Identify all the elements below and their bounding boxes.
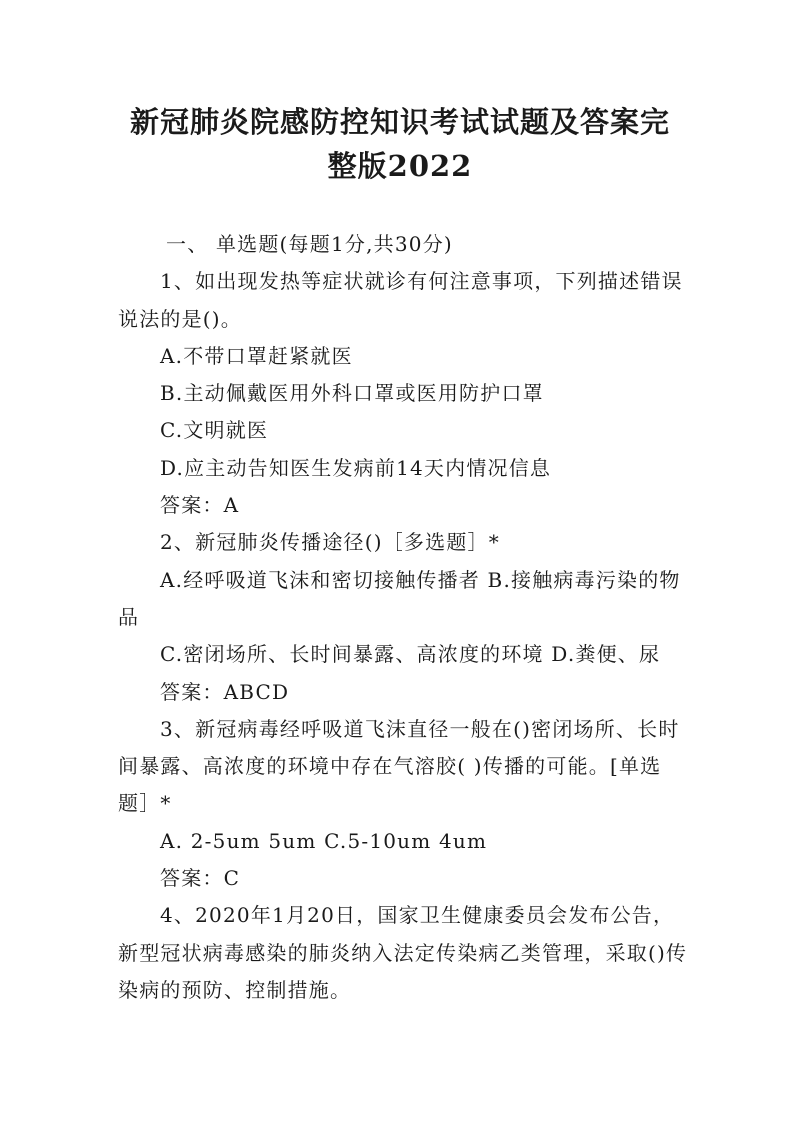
options-ab: A.经呼吸道飞沫和密切接触传播者 B.接触病毒污染的物品	[118, 567, 681, 629]
question-3: 3、新冠病毒经呼吸道飞沫直径一般在()密闭场所、长时间暴露、高浓度的环境中存在气溶胶( )传播的可能。[单选题］*	[118, 716, 680, 816]
options-3: A. 2-5um 5um C.5-10um 4um	[160, 828, 488, 853]
question-2: 2、新冠肺炎传播途径()［多选题］*	[160, 530, 500, 555]
answer-2: 答案：ABCD	[160, 679, 290, 704]
document-body	[118, 226, 688, 1009]
document-title-line-2: 整版2022	[327, 149, 473, 183]
answer-3: 答案：C	[160, 866, 241, 891]
section-heading: 一、 单选题(每题1分,共30分)	[166, 232, 453, 256]
options-cd: C.密闭场所、长时间暴露、高浓度的环境 D.粪便、尿	[160, 642, 661, 667]
option-b: B.主动佩戴医用外科口罩或医用防护口罩	[160, 381, 544, 406]
answer-1: 答案：A	[160, 493, 240, 518]
option-d: D.应主动告知医生发病前14天内情况信息	[160, 455, 552, 480]
option-a: A.不带口罩赶紧就医	[160, 343, 353, 368]
question-1: 1、如出现发热等症状就诊有何注意事项，下列描述错误说法的是()。	[118, 269, 683, 331]
document-title-line-1: 新冠肺炎院感防控知识考试试题及答案完	[129, 105, 670, 139]
option-c: C.文明就医	[160, 418, 269, 443]
question-4: 4、2020年1月20日，国家卫生健康委员会发布公告，新型冠状病毒感染的肺炎纳入法定传染病乙类管理，采取()传染病的预防、控制措施。	[118, 903, 688, 1002]
